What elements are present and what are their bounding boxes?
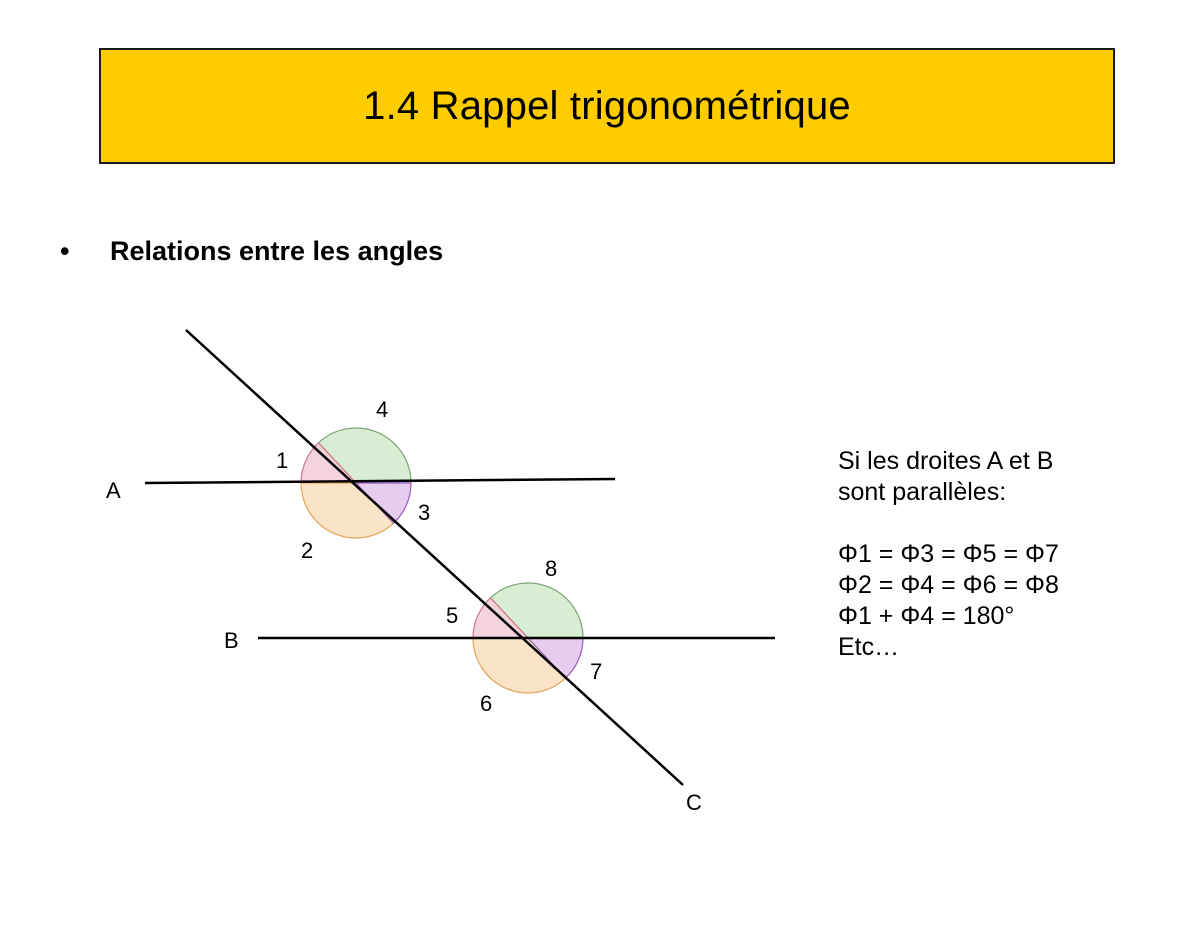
note-equation-3: Φ1 + Φ4 = 180° bbox=[838, 602, 1015, 630]
bullet-text: Relations entre les angles bbox=[110, 236, 444, 266]
line-c-label: C bbox=[686, 790, 702, 815]
page-title: 1.4 Rappel trigonométrique bbox=[363, 83, 851, 128]
parallel-lines-note bbox=[838, 446, 1059, 663]
note-etc: Etc… bbox=[838, 633, 900, 661]
angle-label-3: 3 bbox=[418, 500, 431, 525]
line-c bbox=[186, 330, 683, 785]
note-line-1: Si les droites A et B bbox=[838, 447, 1054, 475]
bullet-dot: • bbox=[60, 236, 70, 266]
angle-label-5: 5 bbox=[446, 603, 459, 628]
note-equation-2: Φ2 = Φ4 = Φ6 = Φ8 bbox=[838, 571, 1059, 599]
note-line-2: sont parallèles: bbox=[838, 478, 1007, 506]
line-a-label: A bbox=[106, 478, 121, 503]
angle-label-2: 2 bbox=[301, 538, 314, 563]
note-equation-1: Φ1 = Φ3 = Φ5 = Φ7 bbox=[838, 540, 1059, 568]
angle-label-8: 8 bbox=[545, 556, 558, 581]
note-spacer bbox=[838, 508, 1059, 539]
line-b-label: B bbox=[224, 628, 239, 653]
angle-label-4: 4 bbox=[376, 397, 389, 422]
angle-label-7: 7 bbox=[590, 659, 603, 684]
angle-label-1: 1 bbox=[276, 448, 289, 473]
angle-label-6: 6 bbox=[480, 691, 493, 716]
